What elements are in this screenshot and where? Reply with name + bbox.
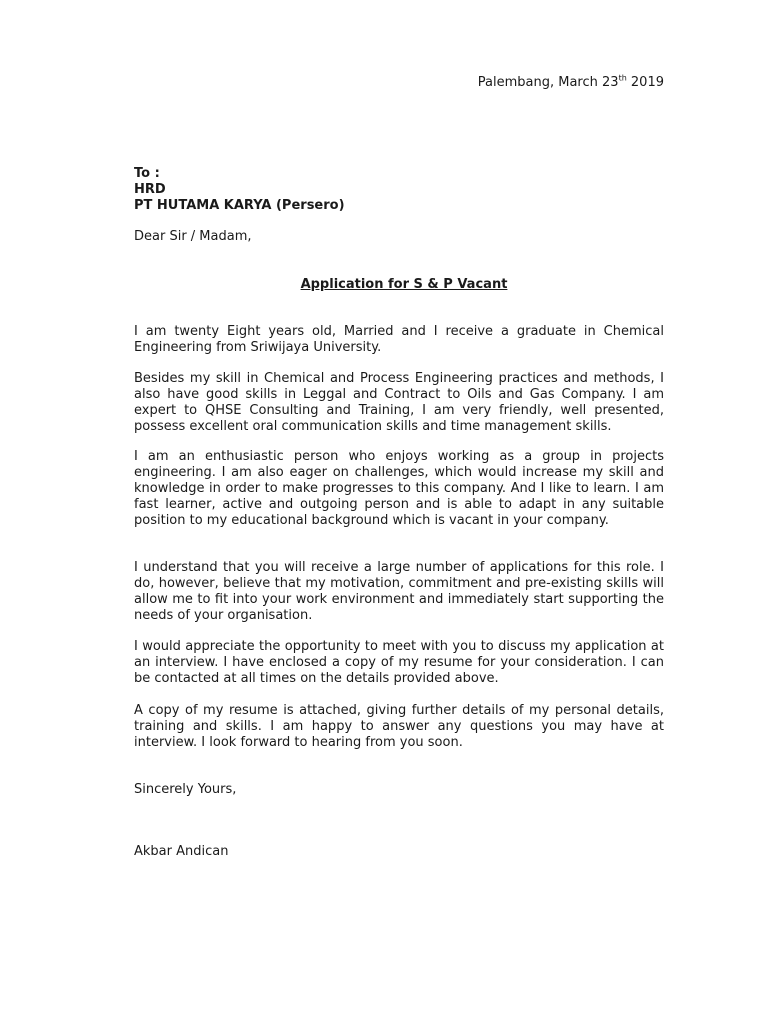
recipient-block xyxy=(134,166,345,214)
paragraph-1 xyxy=(134,324,664,356)
paragraph-text: I am twenty Eight years old, Married and I receive a graduate in Chemical Engineering from Sriwijaya University. xyxy=(134,324,664,355)
paragraph-text: I understand that you will receive a large number of applications for this role. I do, however, believe that my motivation, commitment and pre-existing skills will allow me to fit into your work environment and immediately start supporting the needs of your organisation. xyxy=(134,560,664,623)
signature-name: Akbar Andican xyxy=(134,844,229,859)
paragraph-text: I would appreciate the opportunity to meet with you to discuss my application at an interview. I have enclosed a copy of my resume for your consideration. I can be contacted at all times on the details provided above. xyxy=(134,639,664,686)
to-label: To : xyxy=(134,166,160,181)
paragraph-5 xyxy=(134,639,664,687)
paragraph-text: I am an enthusiastic person who enjoys working as a group in projects engineering. I am also eager on challenges, which would increase my skill and knowledge in order to make progresses to this company. And I like to learn. I am fast learner, active and outgoing person and is able to adapt in any suitable position to my educational background which is vacant in your company. xyxy=(134,449,664,528)
date-suffix: th xyxy=(618,73,627,83)
paragraph-3 xyxy=(134,449,664,529)
paragraph-text: A copy of my resume is attached, giving further details of my personal details, training and skills. I am happy to answer any questions you may have at interview. I look forward to hearing from you soon. xyxy=(134,703,664,750)
paragraph-4 xyxy=(134,560,664,624)
paragraph-2 xyxy=(134,371,664,435)
letter-subject: Application for S & P Vacant xyxy=(300,277,508,292)
paragraph-text: Besides my skill in Chemical and Process Engineering practices and methods, I also have good skills in Leggal and Contract to Oils and Gas Company. I am expert to QHSE Consulting and Training, I am very friendly, well presented, possess excellent oral communication skills and time management skills. xyxy=(134,371,664,434)
salutation: Dear Sir / Madam, xyxy=(134,229,252,244)
paragraph-6 xyxy=(134,703,664,751)
recipient-dept: HRD xyxy=(134,182,166,197)
recipient-company: PT HUTAMA KARYA (Persero) xyxy=(134,198,345,213)
date-year: 2019 xyxy=(626,75,664,90)
date-text: Palembang, March 23 xyxy=(477,75,619,90)
closing: Sincerely Yours, xyxy=(134,782,237,797)
letter-date xyxy=(478,75,664,91)
